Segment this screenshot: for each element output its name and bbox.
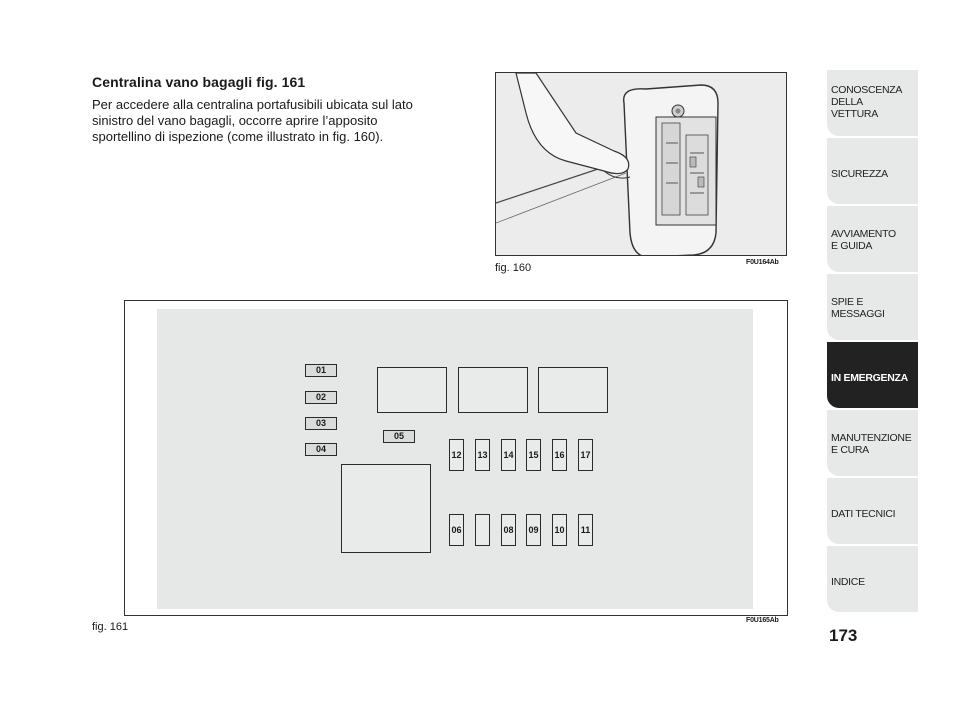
chapter-tab-manutenzione[interactable] [827, 410, 918, 476]
figure-161-fuse-diagram [124, 300, 788, 616]
tab-label: MESSAGGI [831, 308, 885, 320]
fuse: 06 [449, 514, 464, 546]
fuse: 14 [501, 439, 516, 471]
fuse: 12 [449, 439, 464, 471]
fuse-box-panel [157, 309, 753, 609]
tab-label: INDICE [831, 576, 865, 588]
paragraph-line: sinistro del vano bagagli, occorre aprire l’apposito [92, 113, 378, 128]
tab-label: DATI TECNICI [831, 508, 896, 520]
section-heading: Centralina vano bagagli fig. 161 [92, 74, 306, 90]
relay-tag: 05 [383, 430, 415, 443]
fuse-tag: 04 [305, 443, 337, 456]
figure-160-caption: fig. 160 [495, 262, 532, 274]
fuse: 11 [578, 514, 593, 546]
chapter-tab-avviamento[interactable] [827, 206, 918, 272]
fuse: 13 [475, 439, 490, 471]
page-number: 173 [829, 626, 858, 645]
figure-160-code: F0U164Ab [746, 259, 779, 266]
fuse: 15 [526, 439, 541, 471]
fuse: 08 [501, 514, 516, 546]
trunk-fusebox-drawing [496, 73, 787, 256]
chapter-tab-spie[interactable] [827, 274, 918, 340]
tab-label: MANUTENZIONE [831, 432, 912, 444]
fuse-tag: 02 [305, 391, 337, 404]
chapter-tab-dati-tecnici[interactable] [827, 478, 918, 544]
chapter-tab-indice[interactable] [827, 546, 918, 612]
paragraph-line: sportellino di ispezione (come illustrato in fig. 160). [92, 129, 384, 144]
tab-label: DELLA [831, 96, 863, 108]
tab-label: SICUREZZA [831, 168, 888, 180]
tab-label: E CURA [831, 444, 869, 456]
tab-label: VETTURA [831, 108, 878, 120]
fuse-tag: 01 [305, 364, 337, 377]
figure-161-code: F0U165Ab [746, 617, 779, 624]
chapter-tab-in-emergenza[interactable] [827, 342, 918, 408]
chapter-tab-sicurezza[interactable] [827, 138, 918, 204]
section-paragraph [92, 97, 452, 145]
tab-label: E GUIDA [831, 240, 873, 252]
tab-label: SPIE E [831, 296, 864, 308]
chapter-tab-conoscenza[interactable] [827, 70, 918, 136]
relay-slot [458, 367, 528, 413]
fuse-tag: 03 [305, 417, 337, 430]
relay-slot [377, 367, 447, 413]
figure-160-illustration [495, 72, 787, 256]
tab-label: CONOSCENZA [831, 84, 903, 96]
tab-label: AVVIAMENTO [831, 228, 896, 240]
tab-label: IN EMERGENZA [831, 372, 908, 384]
large-relay-slot [341, 464, 431, 553]
fuse: 16 [552, 439, 567, 471]
fuse: 10 [552, 514, 567, 546]
figure-161-caption: fig. 161 [92, 621, 129, 633]
fuse: 17 [578, 439, 593, 471]
relay-slot [538, 367, 608, 413]
fuse-empty [475, 514, 490, 546]
fuse: 09 [526, 514, 541, 546]
paragraph-line: Per accedere alla centralina portafusibili ubicata sul lato [92, 97, 413, 112]
